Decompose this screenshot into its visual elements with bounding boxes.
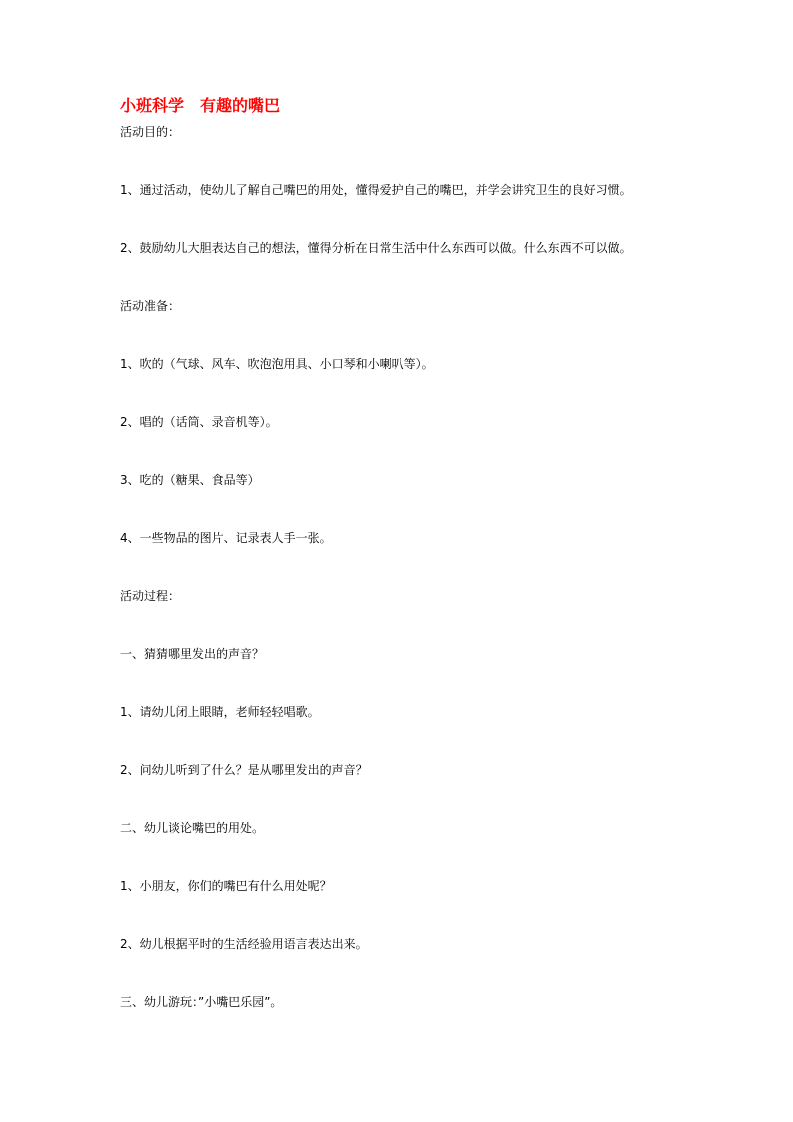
paragraph: 一、猜猜哪里发出的声音？	[120, 647, 265, 661]
paragraph: 2、幼儿根据平时的生活经验用语言表达出来。	[120, 937, 368, 951]
document-title: 小班科学 有趣的嘴巴	[120, 96, 281, 115]
section-heading-preparation: 活动准备：	[120, 299, 181, 313]
section-heading-objectives: 活动目的：	[120, 125, 181, 139]
paragraph: 3、吃的（糖果、食品等）	[120, 473, 260, 487]
section-heading-process: 活动过程：	[120, 589, 181, 603]
paragraph: 4、一些物品的图片、记录表人手一张。	[120, 531, 332, 545]
paragraph: 1、小朋友，你们的嘴巴有什么用处呢？	[120, 879, 332, 893]
paragraph: 2、问幼儿听到了什么？是从哪里发出的声音？	[120, 763, 368, 777]
paragraph: 2、唱的（话筒、录音机等）。	[120, 415, 278, 429]
paragraph: 1、通过活动，使幼儿了解自己嘴巴的用处，懂得爱护自己的嘴巴，并学会讲究卫生的良好习惯。	[120, 183, 632, 197]
paragraph: 1、吹的（气球、风车、吹泡泡用具、小口琴和小喇叭等）。	[120, 357, 434, 371]
paragraph: 1、请幼儿闭上眼睛，老师轻轻唱歌。	[120, 705, 320, 719]
paragraph: 二、幼儿谈论嘴巴的用处。	[120, 821, 265, 835]
paragraph: 2、鼓励幼儿大胆表达自己的想法，懂得分析在日常生活中什么东西可以做。什么东西不可以做。	[120, 241, 632, 255]
paragraph: 三、幼儿游玩：”小嘴巴乐园”。	[120, 995, 283, 1009]
